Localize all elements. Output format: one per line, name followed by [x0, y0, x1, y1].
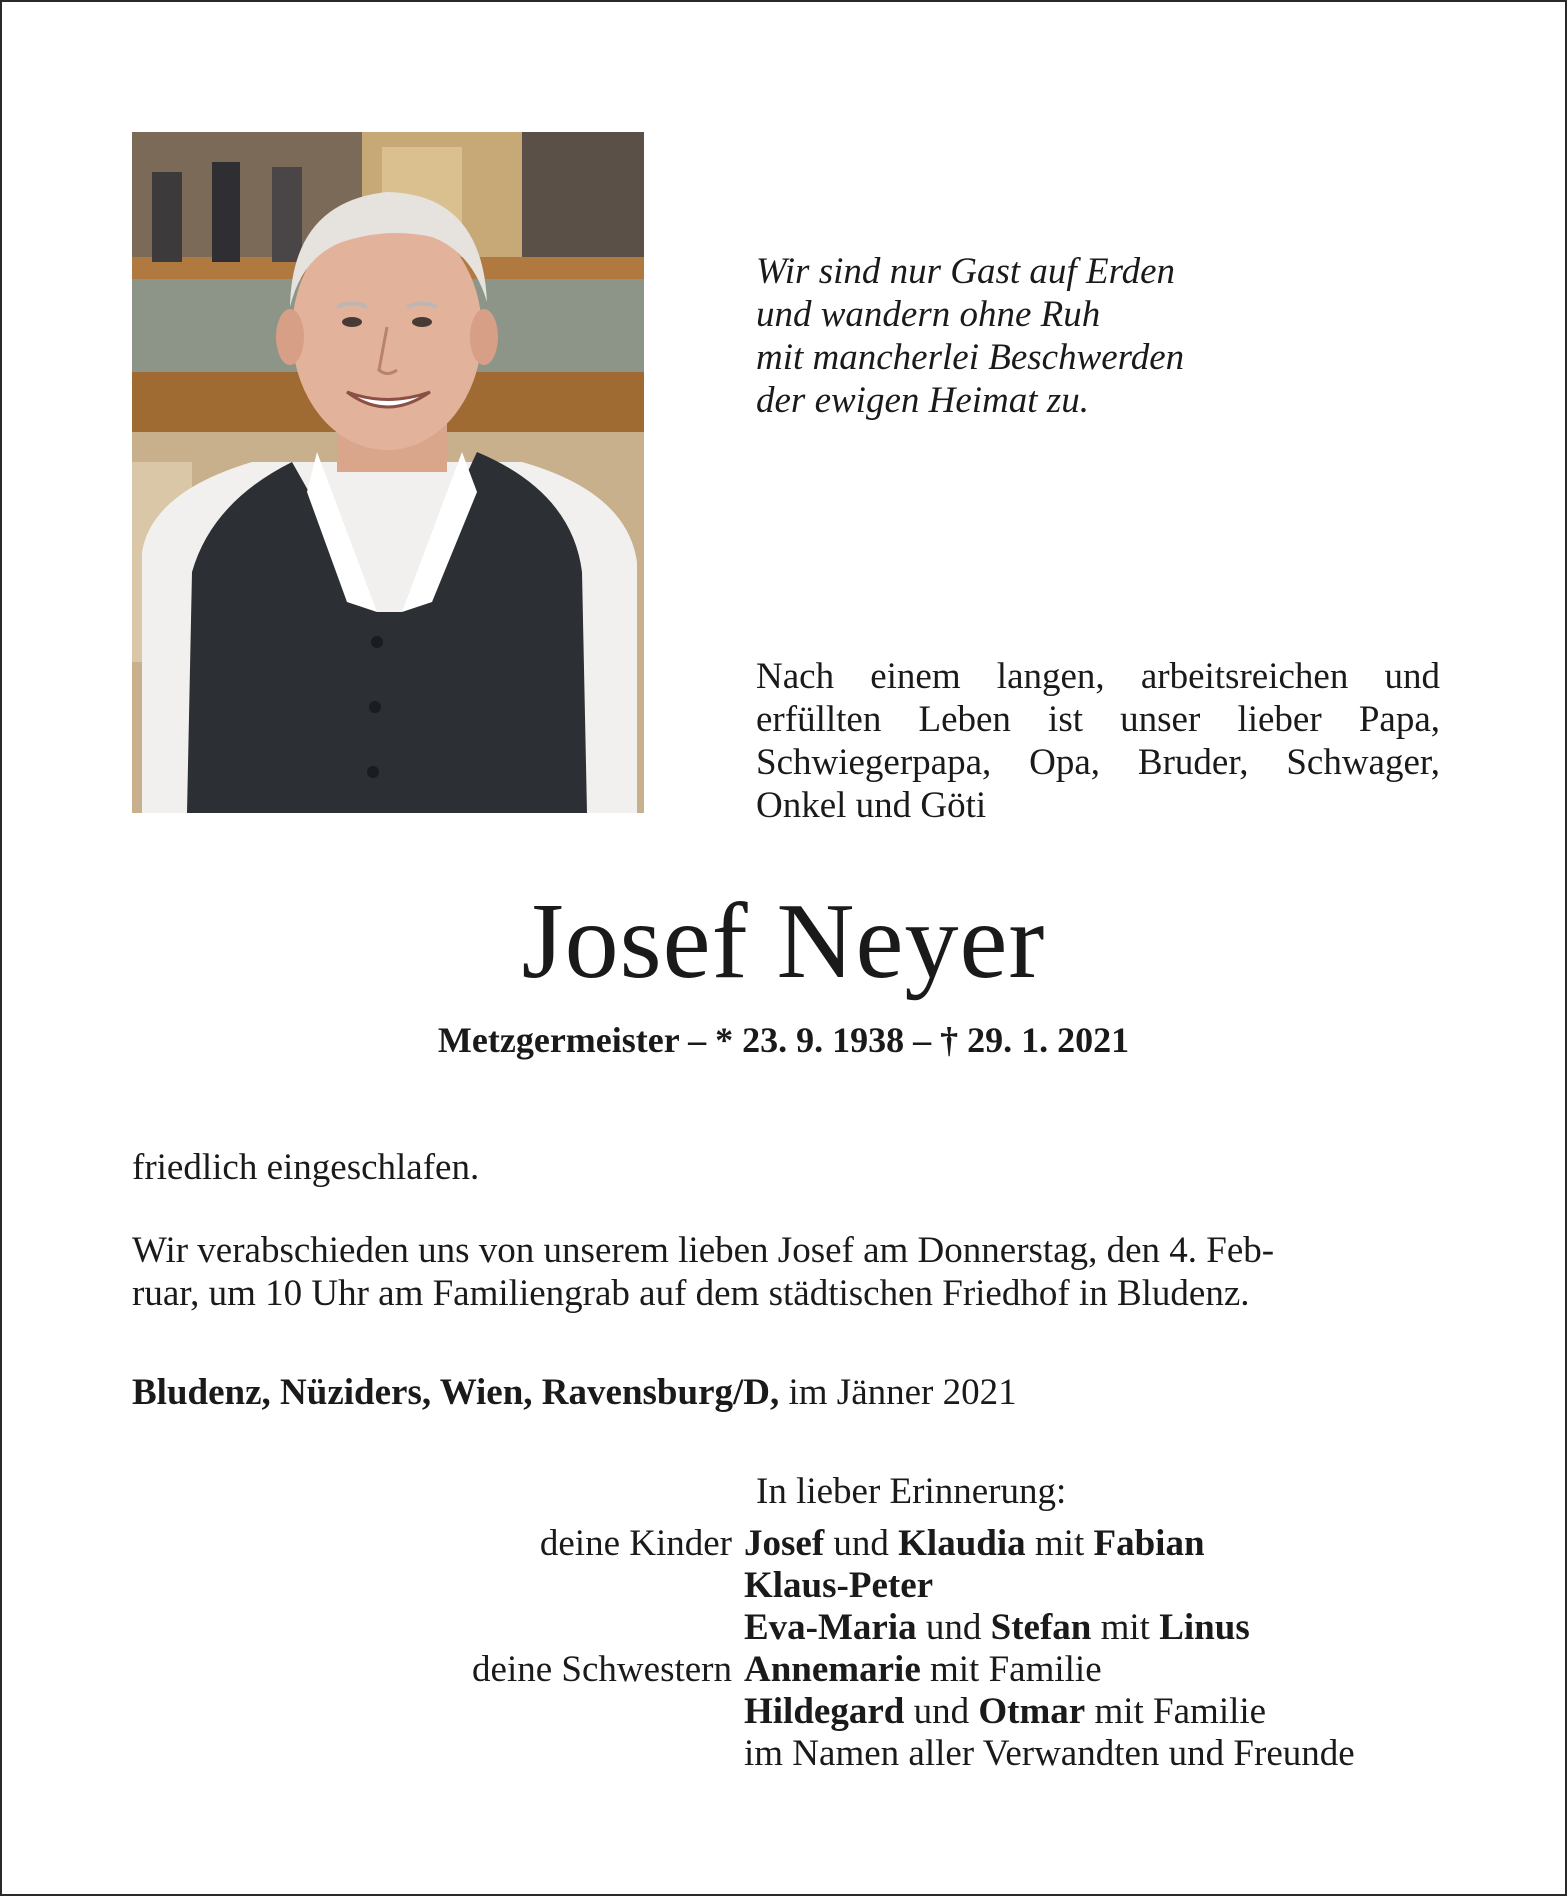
signature-row [2, 1565, 1565, 1607]
connector-text: und [824, 1523, 899, 1564]
mourner-name: Stefan [990, 1607, 1092, 1648]
signature-row [2, 1649, 1565, 1691]
poem-line: der ewigen Heimat zu. [756, 380, 1089, 421]
connector-text: und [904, 1691, 979, 1732]
portrait-photo [132, 132, 644, 813]
mourner-name: Otmar [978, 1691, 1086, 1732]
mourner-name: Linus [1159, 1607, 1250, 1648]
intro-text: Nach einem langen, arbeitsreichen und erfüllten Leben ist unser lieber Papa, Schwiegerpapa, Opa, Bruder, Schwager, Onkel und Göti [756, 656, 1440, 826]
passed-away-text: friedlich eingeschlafen. [132, 1147, 480, 1188]
connector-text: mit [1091, 1607, 1160, 1648]
mourner-name: Eva-Maria [744, 1607, 917, 1648]
mourner-names [744, 1691, 1266, 1733]
poem-line: und wandern ohne Ruh [756, 294, 1101, 335]
deceased-name: Josef Neyer [521, 882, 1046, 1001]
mourner-names [744, 1565, 933, 1607]
places: Bludenz, Nüziders, Wien, Ravensburg/D, [132, 1372, 780, 1413]
place-and-date [132, 1371, 1442, 1414]
signature-row [2, 1691, 1565, 1733]
mourner-names [744, 1649, 1102, 1691]
portrait-illustration [132, 132, 644, 813]
signature-row [2, 1607, 1565, 1649]
mourner-name: Hildegard [744, 1691, 905, 1732]
mourner-name: Fabian [1093, 1523, 1205, 1564]
poem [756, 250, 1456, 422]
mourner-names [744, 1523, 1205, 1565]
funeral-info-line: ruar, um 10 Uhr am Familiengrab auf dem städtischen Friedhof in Bludenz. [132, 1273, 1250, 1314]
poem-line: Wir sind nur Gast auf Erden [756, 251, 1176, 292]
mourner-name: Annemarie [744, 1649, 921, 1690]
funeral-info-line: Wir verabschieden uns von unserem lieben Josef am Donnerstag, den 4. Feb- [132, 1230, 1275, 1271]
signature-block [2, 1523, 1565, 1775]
mourner-name: Josef [744, 1523, 825, 1564]
connector-text: mit Familie [1085, 1691, 1267, 1732]
signature-row [2, 1523, 1565, 1565]
connector-text: mit Familie [920, 1649, 1102, 1690]
relation-label: deine Kinder [539, 1523, 732, 1564]
profession-and-dates: Metzgermeister – * 23. 9. 1938 – † 29. 1. 2021 [437, 1020, 1130, 1060]
poem-line: mit mancherlei Beschwerden [756, 337, 1185, 378]
relation-label [2, 1565, 744, 1607]
signature-row [2, 1733, 1565, 1775]
relation-label: deine Schwestern [472, 1649, 732, 1690]
relation-label [2, 1607, 744, 1649]
memory-line: In lieber Erinnerung: [756, 1471, 1067, 1512]
mourner-name: Klaus-Peter [744, 1565, 934, 1606]
funeral-info [132, 1229, 1442, 1315]
connector-text: mit [1025, 1523, 1094, 1564]
connector-text: im Namen aller Verwandten und Freunde [744, 1733, 1355, 1774]
relation-label [2, 1691, 744, 1733]
relation-label [2, 1733, 744, 1775]
mourner-names [744, 1733, 1355, 1775]
connector-text: und [916, 1607, 991, 1648]
date-text: im Jänner 2021 [779, 1372, 1017, 1413]
mourner-names [744, 1607, 1250, 1649]
mourner-name: Klaudia [898, 1523, 1026, 1564]
